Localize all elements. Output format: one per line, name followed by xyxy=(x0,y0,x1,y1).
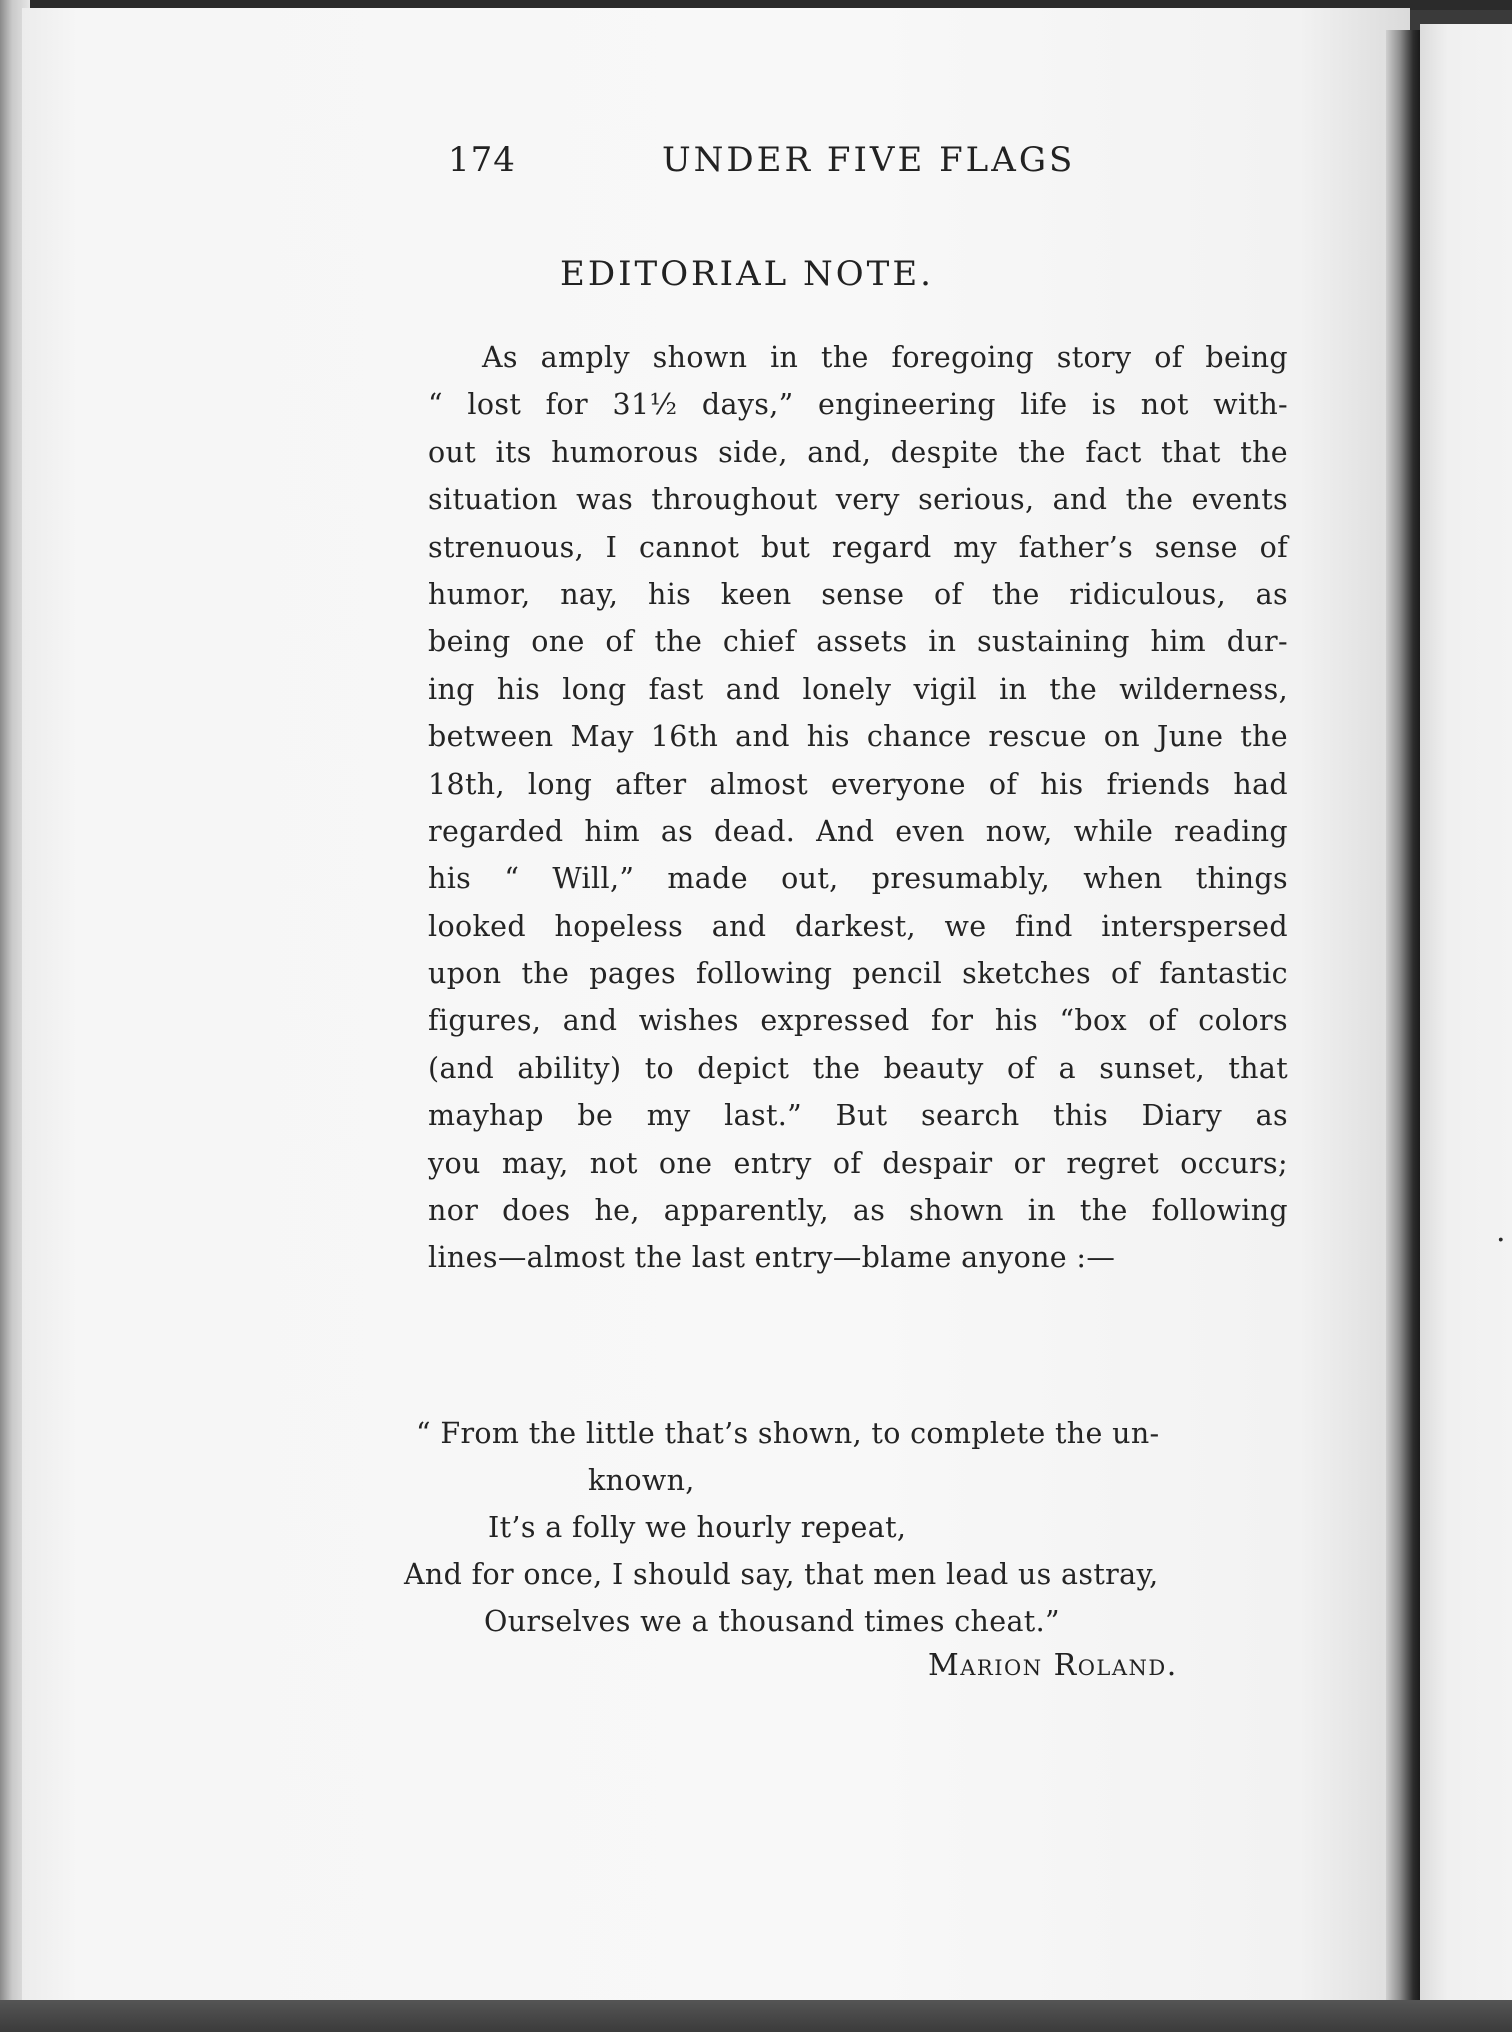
section-title: EDITORIAL NOTE. xyxy=(560,254,934,294)
body-line: his “ Will,” made out, presumably, when things xyxy=(428,862,1288,896)
facing-page-edge xyxy=(1420,24,1512,2010)
author-signature: Marion Roland. xyxy=(928,1648,1178,1683)
body-line: ing his long fast and lonely vigil in the wilderness, xyxy=(428,672,1288,706)
body-line: situation was throughout very serious, and the events xyxy=(428,483,1288,517)
body-line: (and ability) to depict the beauty of a sunset, that xyxy=(428,1051,1288,1085)
body-line: figures, and wishes expressed for his “box of colors xyxy=(428,1004,1288,1038)
body-line: upon the pages following pencil sketches of fantastic xyxy=(428,957,1288,991)
body-line: out its humorous side, and, despite the fact that the xyxy=(428,435,1288,469)
body-paragraph xyxy=(428,334,1288,1282)
body-line: nor does he, apparently, as shown in the following xyxy=(428,1194,1288,1228)
verse-line: And for once, I should say, that men lead us astray, xyxy=(404,1558,1159,1591)
body-line: humor, nay, his keen sense of the ridiculous, as xyxy=(428,577,1288,611)
scanner-bed-bottom xyxy=(0,2000,1512,2032)
verse-line: Ourselves we a thousand times cheat.” xyxy=(484,1605,1060,1638)
facing-page-cutoff-text: . xyxy=(1496,1214,1506,1249)
body-line: regarded him as dead. And even now, while reading xyxy=(428,814,1288,848)
body-line: strenuous, I cannot but regard my father’s sense of xyxy=(428,530,1288,564)
body-line: being one of the chief assets in sustaining him dur- xyxy=(428,625,1288,659)
verse-quotation xyxy=(404,1410,1304,1645)
book-gutter-shadow xyxy=(1386,30,1420,2010)
body-line: you may, not one entry of despair or regret occurs; xyxy=(428,1146,1288,1180)
page-number: 174 xyxy=(448,140,516,180)
body-line: looked hopeless and darkest, we find interspersed xyxy=(428,909,1288,943)
body-line: As amply shown in the foregoing story of being xyxy=(482,341,1288,374)
verse-line: It’s a folly we hourly repeat, xyxy=(488,1511,907,1544)
body-line: mayhap be my last.” But search this Diary as xyxy=(428,1099,1288,1133)
running-head xyxy=(448,140,1088,190)
verse-line: “ From the little that’s shown, to complete the un- xyxy=(416,1417,1160,1450)
body-line: “ lost for 31½ days,” engineering life is not with- xyxy=(428,388,1288,422)
running-title: UNDER FIVE FLAGS xyxy=(662,140,1076,180)
body-line: lines—almost the last entry—blame anyone :— xyxy=(428,1241,1116,1275)
body-line: 18th, long after almost everyone of his friends had xyxy=(428,767,1288,801)
verse-line: known, xyxy=(588,1464,695,1497)
body-line: between May 16th and his chance rescue on June the xyxy=(428,720,1288,754)
